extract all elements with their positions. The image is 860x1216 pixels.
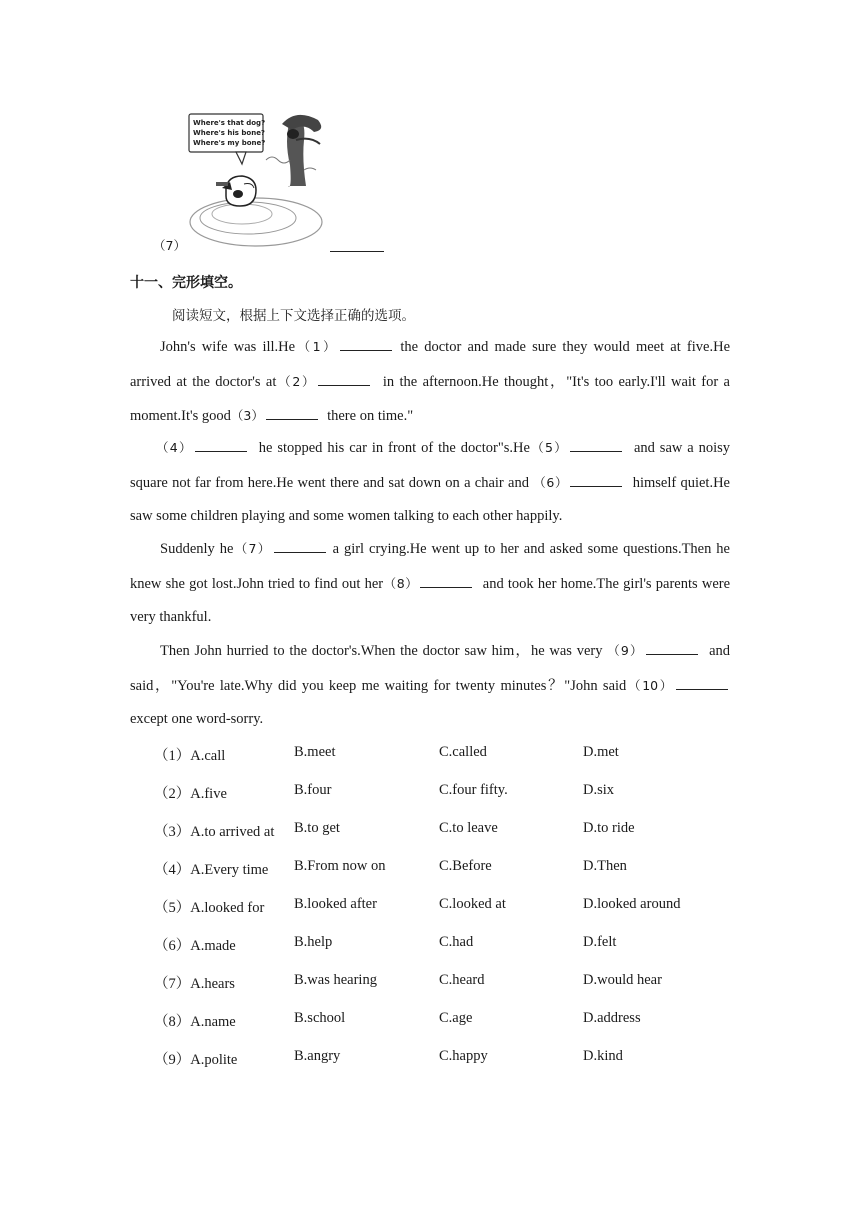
passage-text: and said，"You're late.Why did you keep me waiting for twenty minutes？"John said (130, 643, 731, 694)
answer-blank[interactable] (340, 337, 392, 351)
option-a[interactable]: （1）A.call (154, 748, 226, 764)
bubble-line-1: Where's that dog? (193, 119, 266, 127)
answer-blank[interactable] (318, 372, 370, 386)
passage-text: Suddenly he (160, 541, 234, 557)
option-b[interactable]: B.was hearing (294, 972, 377, 988)
option-b[interactable]: B.angry (294, 1048, 341, 1064)
option-c[interactable]: C.looked at (439, 896, 506, 912)
passage-paragraph-4 (130, 634, 730, 737)
passage-paragraph-2 (130, 431, 730, 534)
option-b[interactable]: B.to get (294, 820, 340, 836)
answer-blank[interactable] (570, 473, 622, 487)
passage-text: except one word-sorry. (130, 711, 264, 728)
passage-text: a girl crying.He went up to her and asked some questions.Then he knew she got lost.John tried to find out her (130, 541, 730, 592)
answer-blank[interactable] (646, 641, 698, 655)
option-c[interactable]: C.Before (439, 858, 492, 874)
passage-text: himself quiet.He saw some children playing and some women talking to each other happily. (130, 474, 730, 525)
option-d[interactable]: D.would hear (583, 972, 662, 988)
answer-blank[interactable] (266, 406, 318, 420)
option-d[interactable]: D.address (583, 1010, 641, 1026)
passage-paragraph-1 (130, 330, 730, 434)
blank-number: （6） (533, 474, 569, 490)
option-a[interactable]: （9）A.polite (154, 1052, 238, 1068)
answer-blank[interactable] (570, 438, 622, 452)
blank-number: （10） (626, 677, 675, 693)
passage-text: and saw a noisy square not far from here.He went there and sat down on a chair and (130, 440, 731, 491)
blank-number: （7） (233, 541, 272, 556)
option-d[interactable]: D.kind (583, 1048, 623, 1064)
answer-blank[interactable] (330, 236, 384, 252)
passage-text: John's wife was ill.He (160, 339, 296, 355)
blank-number: （5） (529, 440, 569, 455)
answer-blank[interactable] (420, 574, 472, 588)
option-a[interactable]: （7）A.hears (154, 976, 235, 992)
option-d[interactable]: D.met (583, 744, 619, 760)
blank-number: （1） (295, 339, 339, 354)
passage-text: Then John hurried to the doctor's.When the doctor saw him，he was very (160, 643, 603, 659)
option-b[interactable]: B.meet (294, 744, 336, 760)
option-c[interactable]: C.had (439, 934, 474, 950)
answer-blank[interactable] (676, 676, 728, 690)
option-c[interactable]: C.heard (439, 972, 485, 988)
option-d[interactable]: D.felt (583, 934, 617, 950)
option-c[interactable]: C.called (439, 744, 487, 760)
option-a[interactable]: （6）A.made (154, 938, 236, 954)
answer-blank[interactable] (195, 438, 247, 452)
passage-paragraph-3 (130, 532, 730, 635)
option-d[interactable]: D.looked around (583, 896, 681, 912)
option-b[interactable]: B.From now on (294, 858, 386, 874)
blank-number: （2） (276, 373, 317, 389)
option-d[interactable]: D.six (583, 782, 615, 798)
question-number: （7） (153, 238, 186, 253)
option-a[interactable]: （3）A.to arrived at (154, 824, 275, 840)
bubble-line-2: Where's his bone? (193, 129, 265, 137)
option-c[interactable]: C.four fifty. (439, 782, 508, 798)
passage-text: and took her home.The girl's parents were very thankful. (130, 575, 731, 626)
passage-text: he stopped his car in front of the doctor"s.He (258, 440, 530, 456)
answer-blank[interactable] (274, 539, 326, 553)
passage-text: there on time." (327, 408, 414, 425)
option-a[interactable]: （2）A.five (154, 786, 227, 802)
blank-number: （8） (383, 575, 419, 591)
blank-number: （4） (156, 440, 193, 455)
option-b[interactable]: B.help (294, 934, 333, 950)
option-b[interactable]: B.school (294, 1010, 346, 1026)
option-d[interactable]: D.Then (583, 858, 627, 874)
section-title: 十一、完形填空。 (130, 275, 242, 291)
option-c[interactable]: C.to leave (439, 820, 498, 836)
option-a[interactable]: （4）A.Every time (154, 862, 269, 878)
passage-text: the doctor and made sure they would meet at five.He arrived at the doctor's at (130, 339, 731, 390)
option-b[interactable]: B.four (294, 782, 332, 798)
option-b[interactable]: B.looked after (294, 896, 377, 912)
option-a[interactable]: （5）A.looked for (154, 900, 265, 916)
blank-number: （9） (607, 643, 644, 658)
bubble-line-3: Where's my bone? (193, 139, 266, 147)
blank-number: （3） (230, 408, 264, 424)
option-c[interactable]: C.age (439, 1010, 473, 1026)
cartoon-image (186, 110, 332, 250)
option-a[interactable]: （8）A.name (154, 1014, 236, 1030)
option-c[interactable]: C.happy (439, 1048, 488, 1064)
option-d[interactable]: D.to ride (583, 820, 635, 836)
passage-text: in the afternoon.He thought，"It's too early.I'll wait for a moment.It's good (130, 373, 730, 425)
section-instructions: 阅读短文，根据上下文选择正确的选项。 (172, 308, 415, 324)
